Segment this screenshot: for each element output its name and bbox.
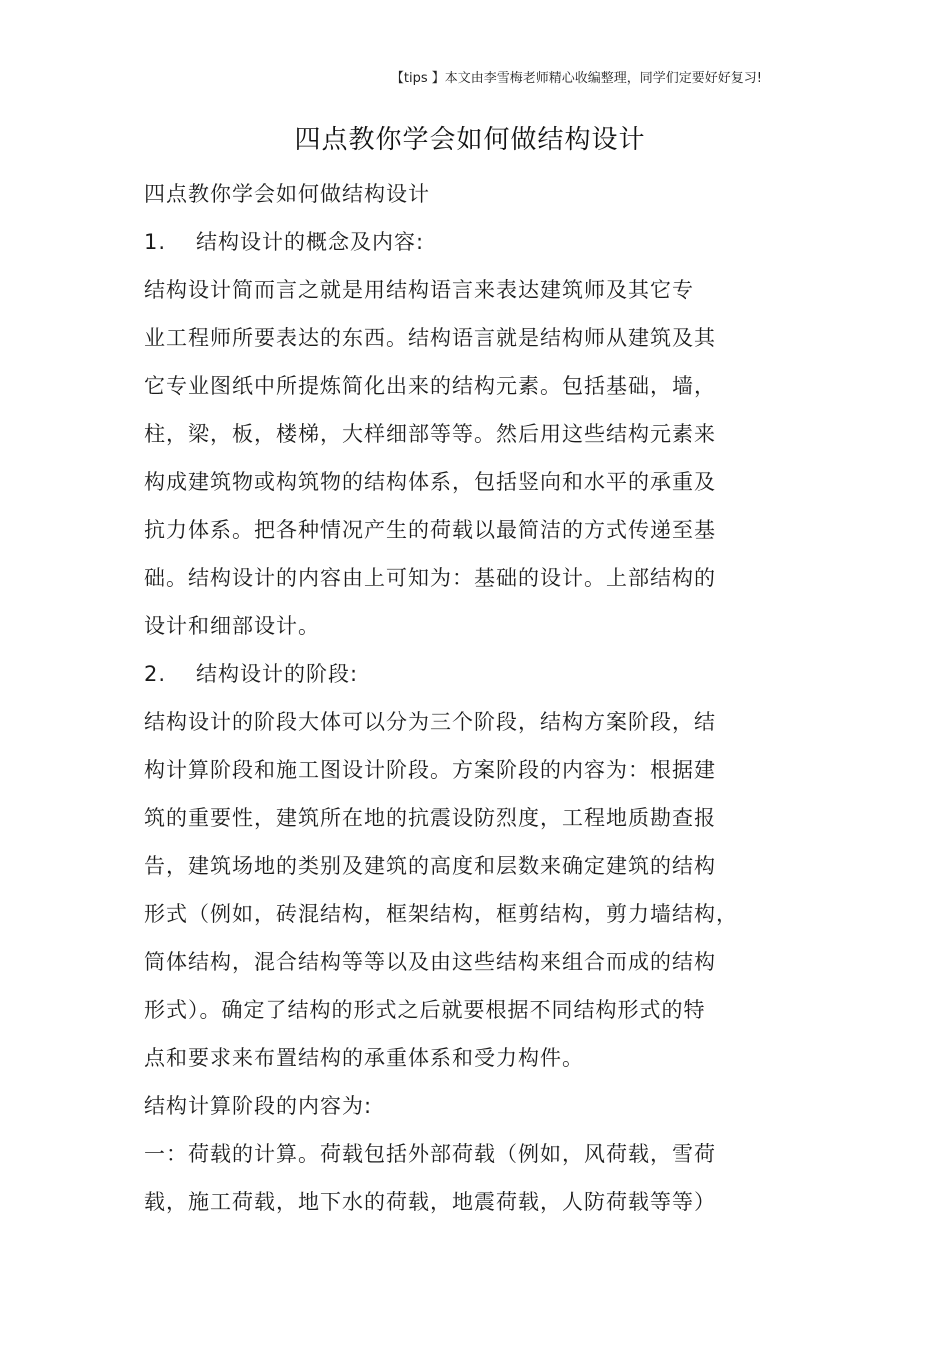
paragraph-line: 一：荷载的计算。荷载包括外部荷载（例如，风荷载，雪荷 xyxy=(144,1142,716,1166)
paragraph-line: 业工程师所要表达的东西。结构语言就是结构师从建筑及其 xyxy=(144,326,716,350)
section-number: 1. xyxy=(144,230,167,254)
paragraph-line: 它专业图纸中所提炼简化出来的结构元素。包括基础，墙， xyxy=(144,374,716,398)
section-heading-text: 结构设计的阶段: xyxy=(196,662,359,686)
paragraph-line: 设计和细部设计。 xyxy=(144,614,320,638)
section-1-heading xyxy=(144,218,754,266)
paragraph-line: 形式）。确定了结构的形式之后就要根据不同结构形式的特 xyxy=(144,998,706,1022)
subtitle: 四点教你学会如何做结构设计 xyxy=(144,182,430,206)
section-2-heading xyxy=(144,650,754,698)
document-title: 四点教你学会如何做结构设计 xyxy=(294,125,646,155)
paragraph-line: 构计算阶段和施工图设计阶段。方案阶段的内容为：根据建 xyxy=(144,758,716,782)
paragraph-line: 载，施工荷载，地下水的荷载，地震荷载，人防荷载等等） xyxy=(144,1190,716,1214)
paragraph-line: 点和要求来布置结构的承重体系和受力构件。 xyxy=(144,1046,584,1070)
paragraph-line: 筑的重要性，建筑所在地的抗震设防烈度，工程地质勘查报 xyxy=(144,806,716,830)
paragraph-line: 形式（例如，砖混结构，框架结构，框剪结构，剪力墙结构， xyxy=(144,902,738,926)
paragraph-line: 告，建筑场地的类别及建筑的高度和层数来确定建筑的结构 xyxy=(144,854,716,878)
document-body xyxy=(144,170,754,1226)
paragraph-line: 柱，梁，板，楼梯，大样细部等等。然后用这些结构元素来 xyxy=(144,422,716,446)
paragraph-line: 结构设计的阶段大体可以分为三个阶段，结构方案阶段，结 xyxy=(144,710,716,734)
paragraph-line: 础。结构设计的内容由上可知为：基础的设计。上部结构的 xyxy=(144,566,716,590)
paragraph-line: 结构设计简而言之就是用结构语言来表达建筑师及其它专 xyxy=(144,278,694,302)
paragraph-line: 筒体结构，混合结构等等以及由这些结构来组合而成的结构 xyxy=(144,950,716,974)
section-heading-text: 结构设计的概念及内容: xyxy=(196,230,425,254)
header-note: 【tips 】本文由李雪梅老师精心收编整理，同学们定要好好复习! xyxy=(390,71,762,86)
section-number: 2. xyxy=(144,662,167,686)
paragraph-line: 抗力体系。把各种情况产生的荷载以最简洁的方式传递至基 xyxy=(144,518,716,542)
paragraph-line: 构成建筑物或构筑物的结构体系，包括竖向和水平的承重及 xyxy=(144,470,716,494)
paragraph-line: 结构计算阶段的内容为: xyxy=(144,1094,373,1118)
